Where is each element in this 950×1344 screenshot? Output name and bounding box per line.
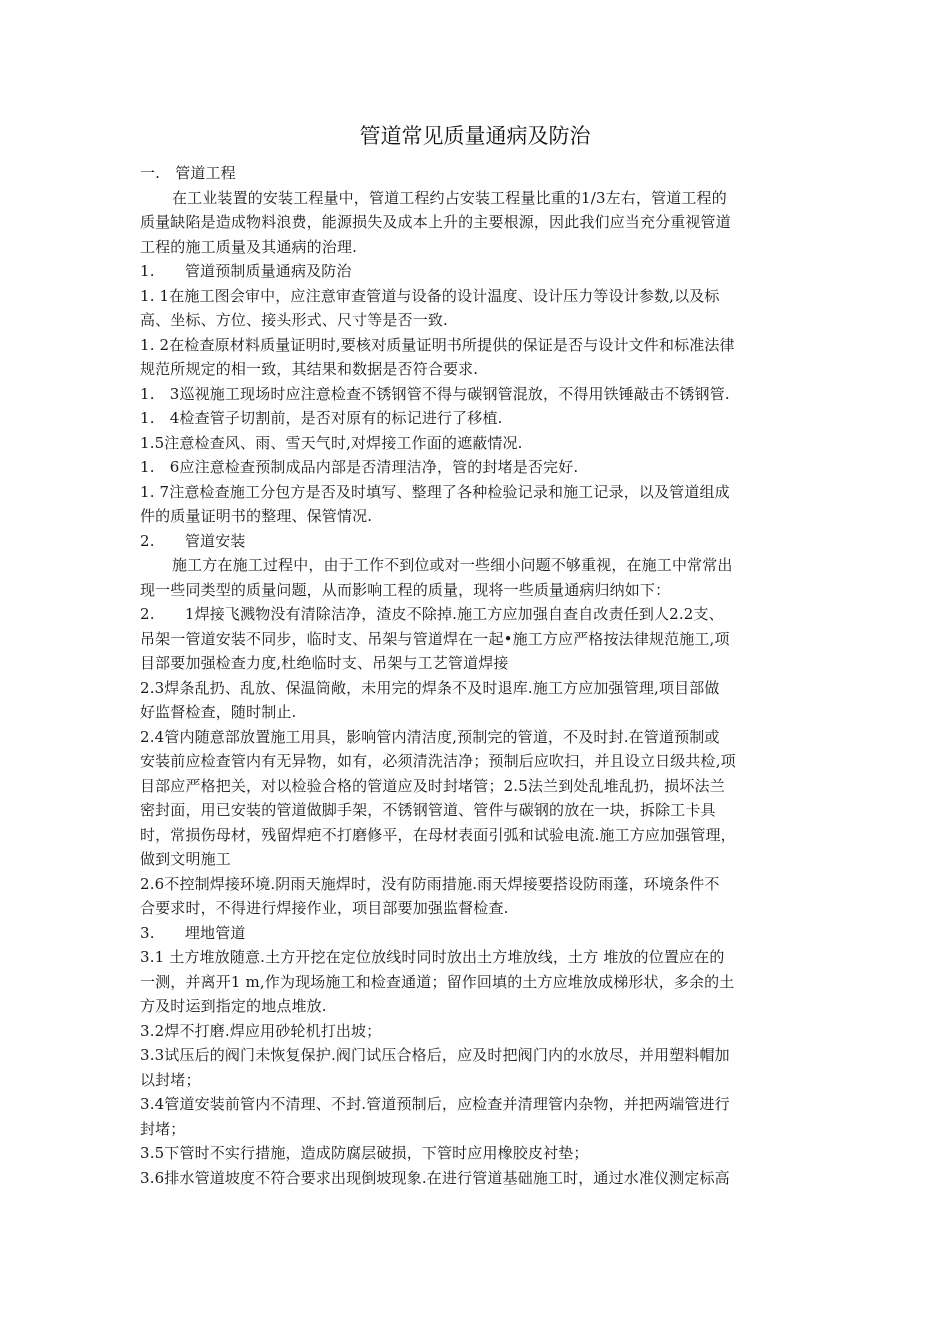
text-line: 时，常损伤母材，残留焊疤不打磨修平，在母材表面引弧和试验电流.施工方应加强管理，: [140, 825, 736, 844]
text-line: 1. 3巡视施工现场时应注意检查不锈钢管不得与碳钢管混放，不得用铁锤敲击不锈钢管.: [140, 384, 730, 403]
document-title: 管道常见质量通病及防治: [359, 124, 591, 148]
text-line: 质量缺陷是造成物料浪费，能源损失及成本上升的主要根源，因此我们应当充分重视管道: [140, 213, 731, 231]
text-line: 1. 2在检查原材料质量证明时,要核对质量证明书所提供的保证是否与设计文件和标准法律: [140, 335, 735, 354]
text-line: 规范所规定的相一致，其结果和数据是否符合要求.: [140, 360, 479, 378]
text-line: 施工方在施工过程中，由于工作不到位或对一些细小问题不够重视，在施工中常常出: [172, 556, 733, 574]
text-line: 封堵；: [140, 1119, 186, 1138]
text-line: 在工业装置的安装工程量中，管道工程约占安装工程量比重的1/3左右，管道工程的: [172, 188, 727, 207]
text-line: 目部应严格把关，对以检验合格的管道应及时封堵管；2.5法兰到处乱堆乱扔，损坏法兰: [140, 776, 725, 795]
text-line: 3.5下管时不实行措施，造成防腐层破损，下管时应用橡胶皮衬垫；: [140, 1144, 589, 1162]
text-line: 工程的施工质量及其通病的治理.: [140, 237, 358, 256]
text-line: 吊架一管道安装不同步，临时支、吊架与管道焊在一起•施工方应严格按法律规范施工,项: [140, 629, 730, 648]
text-line: 密封面，用已安装的管道做脚手架，不锈钢管道、管件与碳钢的放在一块，拆除工卡具: [140, 801, 716, 819]
text-line: 3.3试压后的阀门未恢复保护.阀门试压合格后，应及时把阀门内的水放尽，并用塑料帽加: [140, 1046, 730, 1064]
text-line: 2.4管内随意部放置施工用具，影响管内清洁度,预制完的管道，不及时封.在管道预制或: [140, 727, 720, 746]
text-line: 1. 7注意检查施工分包方是否及时填写、整理了各种检验记录和施工记录，以及管道组成: [140, 482, 730, 501]
text-line: 1.5注意检查风、雨、雪天气时,对焊接工作面的遮蔽情况.: [140, 433, 523, 452]
text-line: 一测，并离开1 m,作为现场施工和检查通道；留作回填的土方应堆放成梯形状，多余的土: [140, 972, 735, 991]
text-line: 3.4管道安装前管内不清理、不封.管道预制后，应检查并清理管内杂物，并把两端管进行: [140, 1095, 730, 1113]
text-line: 2.3焊条乱扔、乱放、保温筒敞，未用完的焊条不及时退库.施工方应加强管理,项目部做: [140, 678, 720, 697]
text-line: 合要求时，不得进行焊接作业，项目部要加强监督检查.: [140, 899, 509, 917]
document-body: [140, 161, 812, 1190]
text-line: 高、坐标、方位、接头形式、尺寸等是否一致.: [140, 311, 448, 329]
text-line: 2. 1焊接飞溅物没有清除洁净，渣皮不除掉.施工方应加强自查自改责任到人2.2支、: [140, 605, 724, 623]
text-line: 2. 管道安装: [140, 531, 246, 550]
text-line: 1. 管道预制质量通病及防治: [140, 262, 352, 280]
text-line: 方及时运到指定的地点堆放.: [140, 997, 327, 1015]
text-line: 好监督检查，随时制止.: [140, 703, 297, 721]
text-line: 3. 埋地管道: [140, 923, 246, 942]
text-line: 2.6不控制焊接环境.阴雨天施焊时，没有防雨措施.雨天焊接要搭设防雨蓬，环境条件不: [140, 874, 720, 893]
text-line: 安装前应检查管内有无异物，如有，必须清洗洁净；预制后应吹扫，并且设立日级共检,项: [140, 752, 736, 770]
text-line: 做到文明施工: [140, 850, 231, 868]
text-line: 3.6排水管道坡度不符合要求出现倒坡现象.在进行管道基础施工时，通过水准仪测定标高: [140, 1168, 730, 1187]
text-line: 以封堵；: [140, 1070, 201, 1089]
text-line: 3.1 土方堆放随意.土方开挖在定位放线时同时放出土方堆放线，土方 堆放的位置应在的: [140, 948, 725, 966]
text-line: 目部要加强检查力度,杜绝临时支、吊架与工艺管道焊接: [140, 654, 509, 672]
text-line: 1. 6应注意检查预制成品内部是否清理洁净，管的封堵是否完好.: [140, 458, 579, 476]
text-line: 现一些同类型的质量问题，从而影响工程的质量，现将一些质量通病归纳如下：: [140, 580, 671, 599]
text-line: 1. 4检查管子切割前，是否对原有的标记进行了移植.: [140, 409, 503, 427]
text-line: 件的质量证明书的整理、保管情况.: [140, 507, 373, 525]
text-line: 3.2焊不打磨.焊应用砂轮机打出坡；: [140, 1021, 382, 1040]
text-line: 1. 1在施工图会审中，应注意审查管道与设备的设计温度、设计压力等设计参数,以及标: [140, 286, 720, 305]
text-line: 一. 管道工程: [140, 164, 236, 182]
